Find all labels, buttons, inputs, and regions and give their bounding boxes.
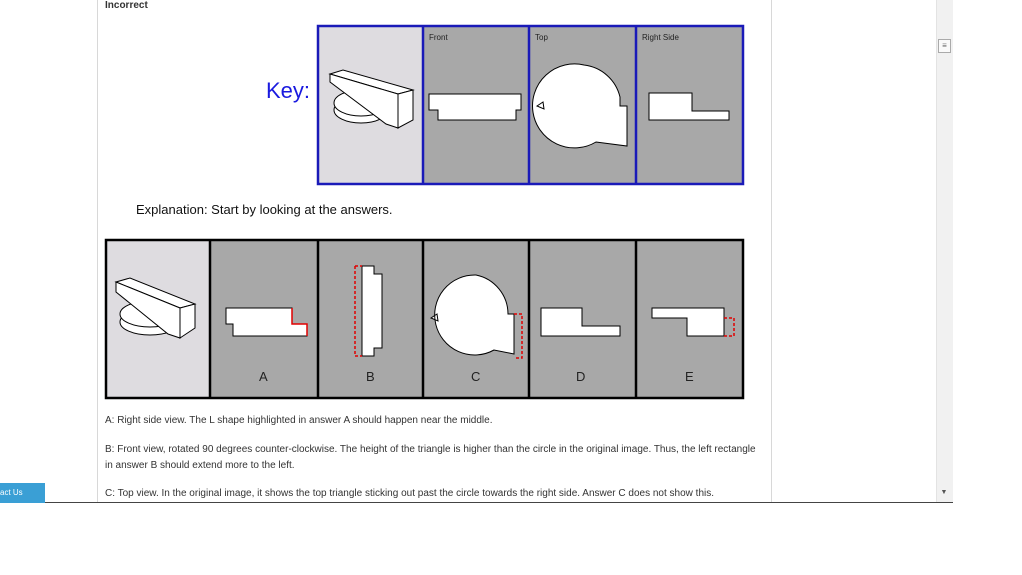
key-front-shape (429, 94, 521, 120)
key-panel-right-label: Right Side (642, 33, 679, 42)
explanation-b: B: Front view, rotated 90 degrees counter-clockwise. The height of the triangle is higher than the circle in the original image. Thus, the left rectangle in answer B should extend more to the left. (105, 444, 756, 471)
answer-label-b: B (366, 369, 375, 384)
explanation-heading: Explanation: Start by looking at the answers. (136, 202, 393, 217)
scroll-down-arrow-icon[interactable]: ▼ (940, 489, 948, 496)
answer-label-e: E (685, 369, 694, 384)
explanation-c: C: Top view. In the original image, it shows the top triangle sticking out past the circle towards the right side. Answer C does not show this. (105, 488, 715, 499)
result-status: Incorrect (105, 0, 148, 11)
page-bottom-divider (0, 502, 953, 503)
vertical-scrollbar[interactable] (936, 0, 953, 502)
scroll-thumb[interactable]: ≡ (938, 39, 951, 53)
explanation-a: A: Right side view. The L shape highlighted in answer A should happen near the middle. (105, 415, 493, 426)
answer-label-a: A (259, 369, 268, 384)
key-panel-top-label: Top (535, 33, 548, 42)
answer-label-d: D (576, 369, 586, 384)
contact-us-button[interactable] (0, 483, 45, 503)
answer-b-shape (362, 266, 382, 356)
key-label: Key: (266, 78, 311, 103)
contact-us-label: act Us (0, 488, 23, 497)
key-figure (316, 24, 746, 187)
answer-label-c: C (471, 369, 481, 384)
key-panel-front-label: Front (429, 33, 448, 42)
answers-figure (104, 238, 746, 401)
